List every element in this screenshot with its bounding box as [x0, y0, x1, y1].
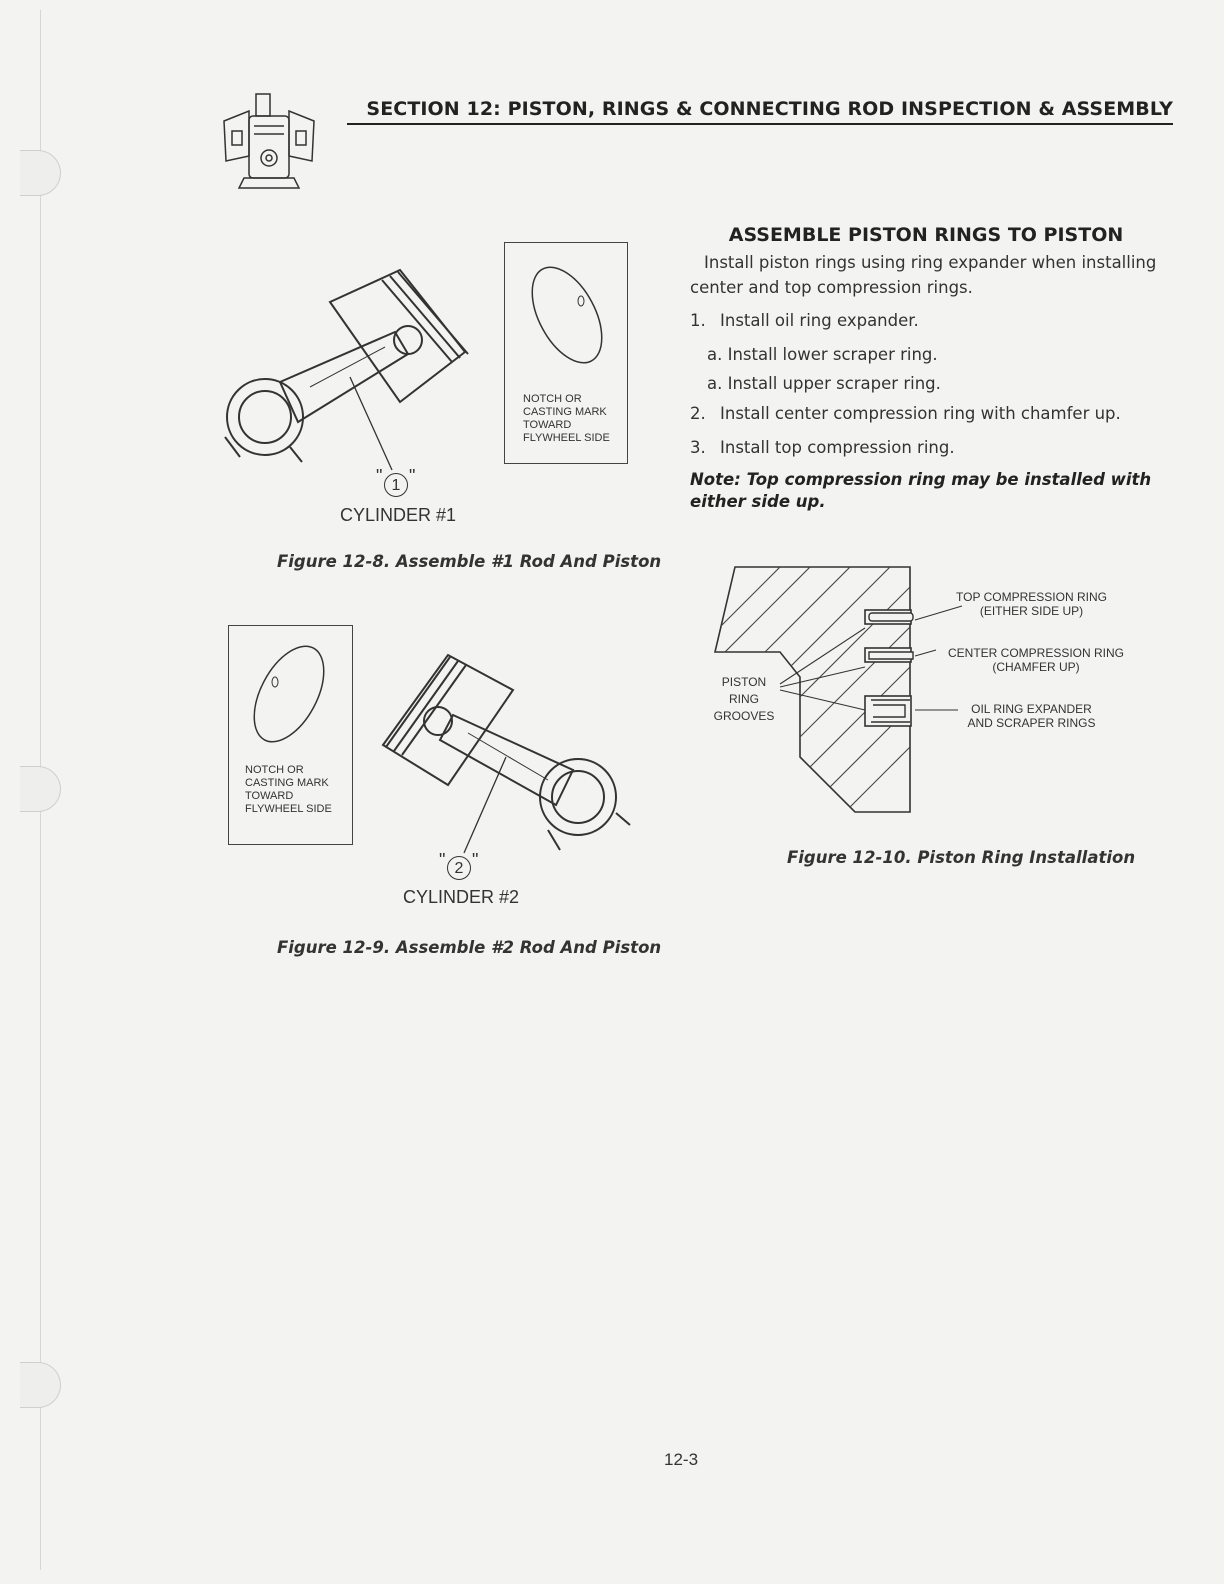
- figure-12-10-caption: Figure 12-10. Piston Ring Installation: [787, 848, 1136, 867]
- step-number: 1.: [690, 311, 706, 330]
- callout-number: 2: [454, 860, 464, 877]
- callout-quote-right: ": [472, 850, 479, 870]
- step-text: Install upper scraper ring.: [727, 374, 941, 393]
- section-header: SECTION 12: PISTON, RINGS & CONNECTING ROD INSPECTION & ASSEMBLY: [347, 98, 1173, 125]
- step-text: Install lower scraper ring.: [727, 345, 938, 364]
- notch-label: NOTCH OR CASTING MARK TOWARD FLYWHEEL SIDE: [523, 393, 610, 444]
- step-number: a.: [707, 345, 723, 364]
- binder-hole: [20, 1362, 61, 1408]
- rod-piston-2-illustration: [378, 645, 643, 860]
- figure-12-8-caption: Figure 12-8. Assemble #1 Rod And Piston: [277, 552, 662, 571]
- step-text: Install oil ring expander.: [720, 311, 919, 330]
- callout-circle-1: [384, 473, 408, 497]
- notch-box-2: [228, 625, 353, 845]
- step-1b: [707, 371, 941, 396]
- piston-top-view-icon: [239, 634, 339, 754]
- oil-ring-label: OIL RING EXPANDER AND SCRAPER RINGS: [967, 702, 1096, 730]
- instructions-note: Note: Top compression ring may be installed with either side up.: [690, 470, 1152, 511]
- callout-quote-left: ": [439, 850, 446, 870]
- step-1a: [707, 342, 938, 367]
- step-1: [690, 308, 919, 333]
- grooves-label: PISTON RING GROOVES: [713, 675, 775, 723]
- notch-label: NOTCH OR CASTING MARK TOWARD FLYWHEEL SIDE: [245, 764, 332, 815]
- step-text: Install center compression ring with chamfer up.: [720, 404, 1121, 423]
- step-number: 3.: [690, 438, 706, 457]
- callout-quote-left: ": [376, 466, 383, 486]
- notch-box-1: [504, 242, 628, 464]
- instructions-intro: Install piston rings using ring expander when installing center and top compression rings.: [690, 253, 1157, 297]
- callout-circle-2: [447, 856, 471, 880]
- binder-hole: [20, 150, 61, 196]
- page-number: 12-3: [664, 1450, 699, 1469]
- figure-12-9-caption: Figure 12-9. Assemble #2 Rod And Piston: [277, 938, 662, 957]
- top-ring-label: TOP COMPRESSION RING (EITHER SIDE UP): [956, 590, 1107, 618]
- step-number: 2.: [690, 404, 706, 423]
- binder-hole: [20, 766, 61, 812]
- rod-piston-1-illustration: [210, 262, 500, 482]
- center-ring-label: CENTER COMPRESSION RING (CHAMFER UP): [947, 646, 1124, 674]
- piston-top-view-icon: [517, 255, 617, 375]
- step-3: [690, 435, 955, 460]
- cylinder-2-label: CYLINDER #2: [403, 887, 520, 907]
- engine-logo-icon: [214, 86, 324, 196]
- callout-quote-right: ": [409, 466, 416, 486]
- step-number: a.: [707, 374, 723, 393]
- instructions-heading: ASSEMBLE PISTON RINGS TO PISTON: [728, 224, 1124, 246]
- step-text: Install top compression ring.: [720, 438, 955, 457]
- cylinder-1-label: CYLINDER #1: [340, 505, 457, 525]
- step-2: [690, 401, 1121, 426]
- callout-number: 1: [391, 477, 401, 494]
